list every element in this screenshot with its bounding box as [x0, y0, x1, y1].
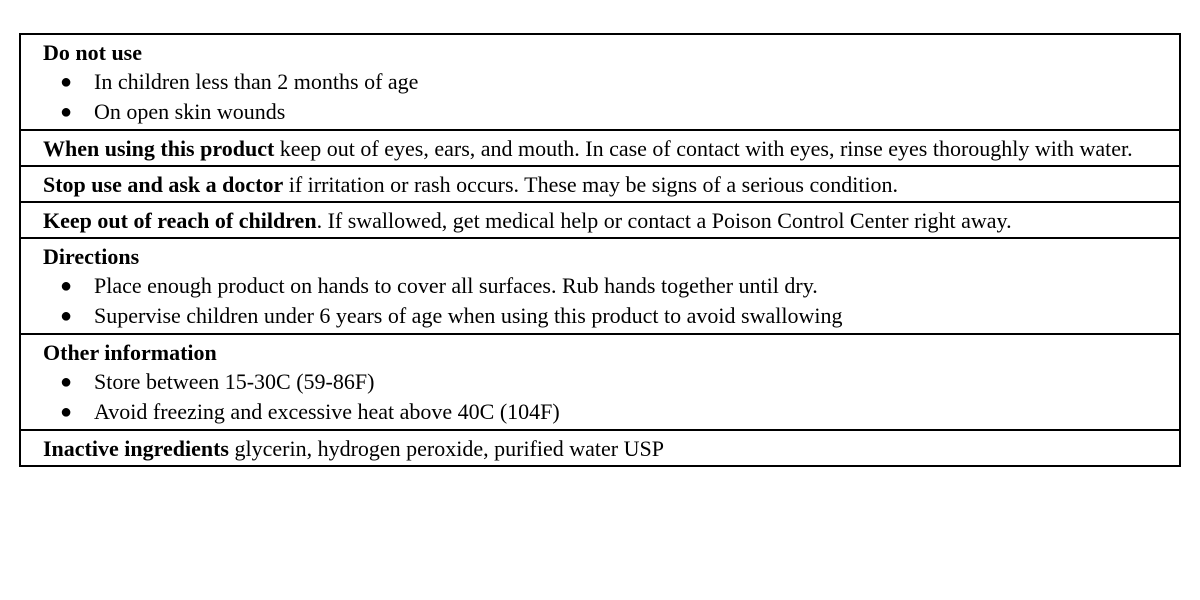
drug-facts-table	[19, 33, 1181, 467]
section-inactive-ingredients	[21, 429, 1179, 465]
list-item	[43, 367, 1159, 397]
bullet-list	[43, 67, 1159, 127]
bullet-icon: ●	[60, 71, 73, 93]
section-heading: Inactive ingredients	[43, 436, 229, 461]
section-do-not-use	[21, 35, 1179, 129]
list-item-text: Store between 15-30C (59-86F)	[94, 369, 375, 394]
section-text: glycerin, hydrogen peroxide, purified water USP	[228, 436, 664, 461]
bullet-list	[43, 271, 1159, 331]
section-text: keep out of eyes, ears, and mouth. In case of contact with eyes, rinse eyes thoroughly with water.	[274, 136, 1133, 161]
section-heading: Stop use and ask a doctor	[43, 172, 284, 197]
list-item	[43, 67, 1159, 97]
bullet-icon: ●	[60, 101, 73, 123]
bullet-icon: ●	[60, 275, 73, 297]
section-heading: Do not use	[43, 40, 143, 65]
section-text: if irritation or rash occurs. These may be signs of a serious condition.	[283, 172, 899, 197]
section-heading: Directions	[43, 244, 140, 269]
bullet-icon: ●	[60, 305, 73, 327]
list-item-text: On open skin wounds	[94, 99, 286, 124]
list-item-text: Avoid freezing and excessive heat above 40C (104F)	[94, 399, 560, 424]
section-heading: Keep out of reach of children	[43, 208, 317, 233]
bullet-icon: ●	[60, 401, 73, 423]
section-heading: Other information	[43, 340, 217, 365]
list-item-text: Supervise children under 6 years of age when using this product to avoid swallowing	[94, 303, 843, 328]
list-item	[43, 271, 1159, 301]
section-text: . If swallowed, get medical help or contact a Poison Control Center right away.	[316, 208, 1012, 233]
list-item	[43, 397, 1159, 427]
bullet-icon: ●	[60, 371, 73, 393]
list-item-text: In children less than 2 months of age	[94, 69, 419, 94]
section-directions	[21, 237, 1179, 333]
bullet-list	[43, 367, 1159, 427]
list-item	[43, 301, 1159, 331]
section-other-information	[21, 333, 1179, 429]
list-item-text: Place enough product on hands to cover all surfaces. Rub hands together until dry.	[94, 273, 818, 298]
list-item	[43, 97, 1159, 127]
section-when-using	[21, 129, 1179, 165]
section-stop-use	[21, 165, 1179, 201]
section-heading: When using this product	[43, 136, 275, 161]
section-keep-out-of-reach	[21, 201, 1179, 237]
